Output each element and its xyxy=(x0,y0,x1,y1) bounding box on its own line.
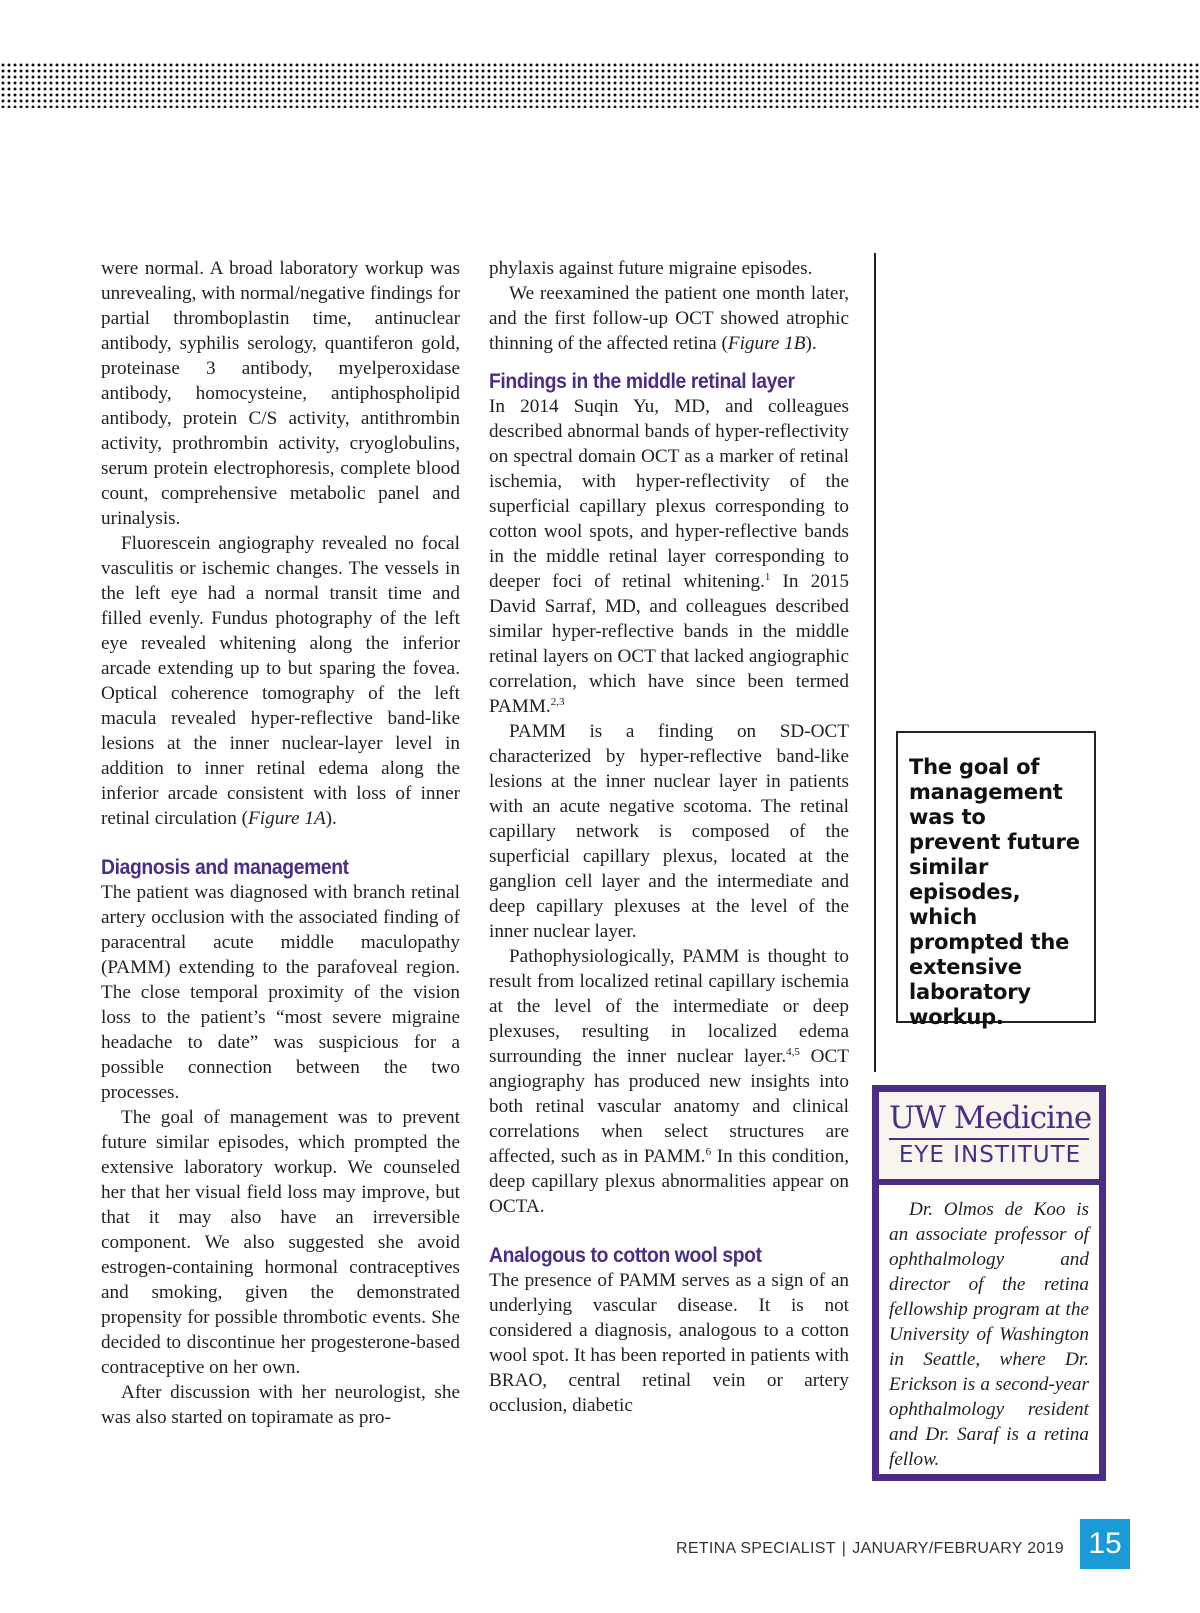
paragraph-pathophysiology: Pathophysiologically, PAMM is thought to result from localized retinal capillary ischemia at the level of the intermediate or deep plexuses, resulting in localized edema surrounding the inner nuclear layer.$^{4,5}$ OCT angiography has produced new insights into both retinal vascular anatomy and clinical correlations when select structures are affected, such as in PAMM.$^6$ In this condition, deep capillary plexus abnormalities appear on OCTA. xyxy=(489,946,850,1217)
citation: 4,5 xyxy=(786,1046,800,1058)
author-bio xyxy=(889,1197,1089,1472)
citation: 2,3 xyxy=(550,696,565,708)
pull-quote: The goal of management was to prevent future similar episodes, which prompted the extensive laboratory workup. xyxy=(896,731,1096,1023)
dotted-header-band xyxy=(0,62,1200,108)
author-box xyxy=(872,1085,1106,1481)
section-heading-findings: Findings in the middle retinal layer xyxy=(489,370,795,393)
logo-subtitle: EYE INSTITUTE xyxy=(898,1142,1082,1168)
publication-name: RETINA SPECIALIST xyxy=(675,1540,836,1557)
column-divider xyxy=(874,253,876,1072)
citation: 6 xyxy=(705,1146,712,1158)
article-column-2 xyxy=(489,256,849,1418)
footer-separator: | xyxy=(841,1540,847,1557)
paragraph-diagnosis: The patient was diagnosed with branch retinal artery occlusion with the associated finding of paracentral acute middle maculopathy (PAMM) extending to the parafoveal region. The close temporal proximity of the vision loss to the patient’s “most severe migraine headache to date” was suspicious for a possible connection between the two processes. xyxy=(101,882,460,1103)
section-heading-cotton-wool: Analogous to cotton wool spot xyxy=(489,1244,762,1267)
figure-reference: Figure 1A xyxy=(248,808,326,829)
paragraph-findings: In 2014 Suqin Yu, MD, and colleagues described abnormal bands of hyper-reflectivity on spectral domain OCT as a marker of retinal ischemia, with hyper-reflectivity of the superficial capillary plexus corresponding to cotton wool spots, and hyper-reflective bands in the middle retinal layer corresponding to deeper foci of retinal whitening.$^1$ In 2015 David Sarraf, MD, and colleagues described similar hyper-reflective bands in the middle retinal layers on OCT that lacked angiographic correlation, which have since been termed PAMM.$^{2,3}$ xyxy=(489,396,849,717)
paragraph-goal: The goal of management was to prevent future similar episodes, which prompted the extensive laboratory workup. We counseled her that her visual field loss may improve, but that it may also have an irreversible component. We also suggested she avoid estrogen-containing hormonal contraceptives and smoking, given the demonstrated propensity for possible thrombotic events. She decided to discontinue her progesterone-based contraceptive on her own. xyxy=(101,1107,460,1378)
citation: 1 xyxy=(764,571,771,583)
paragraph-reexamined: We reexamined the patient one month later, and the first follow-up OCT showed atrophic thinning of the affected retina (Figure 1B). xyxy=(489,283,849,354)
paragraph-lab-workup: were normal. A broad laboratory workup was unrevealing, with normal/negative findings for partial thromboplastin time, antinuclear antibody, syphilis serology, quantiferon gold, proteinase 3 antibody, myelperoxidase antibody, homocysteine, antiphospholipid antibody, protein C/S activity, antithrombin activity, prothrombin activity, cryoglobulins, serum protein electrophoresis, complete blood count, comprehensive metabolic panel and urinalysis. xyxy=(101,258,460,529)
paragraph-cotton-wool: The presence of PAMM serves as a sign of an underlying vascular disease. It is not considered a diagnosis, analogous to a cotton wool spot. It has been reported in patients with BRAO, central retinal vein or artery occlusion, diabetic xyxy=(489,1270,849,1416)
article-column-1 xyxy=(101,256,460,1430)
paragraph-fluorescein: Fluorescein angiography revealed no focal vasculitis or ischemic changes. The vessels in the left eye had a normal transit time and filled evenly. Fundus photography of the left eye revealed whitening along the inferior arcade extending up to but sparing the fovea. Optical coherence tomography of the left macula revealed hyper-reflective band-like lesions at the inner nuclear-layer level in addition to inner retinal edema along the inferior arcade consistent with loss of inner retinal circulation (Figure 1A). xyxy=(101,533,460,829)
figure-reference: Figure 1B xyxy=(727,333,806,354)
uw-medicine-eye-institute-logo xyxy=(879,1092,1099,1185)
section-heading-diagnosis: Diagnosis and management xyxy=(101,856,349,879)
paragraph-pamm-definition: PAMM is a finding on SD-OCT characterized by hyper-reflective band-like lesions at the inner nuclear layer in patients with an acute negative scotoma. The retinal capillary network is composed of the superficial capillary plexus, located at the ganglion cell layer and the intermediate and deep capillary plexuses at the level of the inner nuclear layer. xyxy=(489,721,849,942)
page-footer xyxy=(600,1539,1064,1559)
paragraph-neurologist: After discussion with her neurologist, she was also started on topiramate as pro- xyxy=(101,1382,460,1428)
paragraph-prophylaxis: phylaxis against future migraine episodes. xyxy=(489,258,813,279)
issue-date: JANUARY/FEBRUARY 2019 xyxy=(852,1540,1064,1557)
page-number: 15 xyxy=(1080,1519,1130,1569)
logo-title: UW Medicine xyxy=(889,1100,1092,1136)
author-bio-text: Dr. Olmos de Koo is an associate professor of ophthalmology and director of the retina fellowship program at the University of Washington in Seattle, where Dr. Erickson is a second-year ophthalmology resident and Dr. Saraf is a retina fellow. xyxy=(889,1199,1089,1470)
